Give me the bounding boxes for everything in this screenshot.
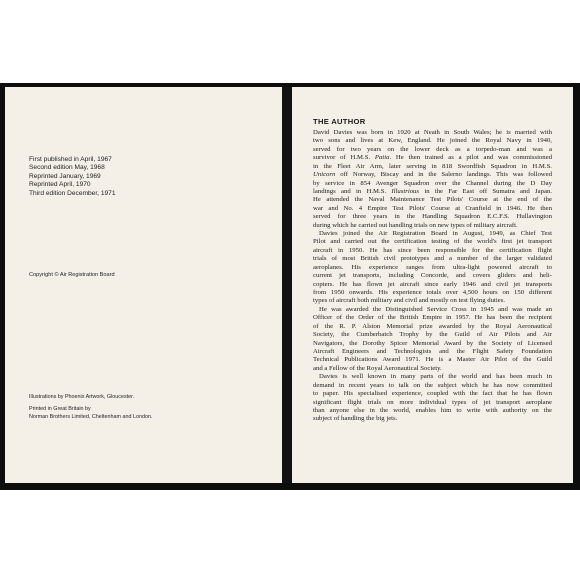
author-biography (313, 129, 552, 424)
book-gutter (282, 87, 292, 483)
edition-line: Second edition May, 1968 (29, 164, 105, 172)
bio-line: served for two years on the lower deck as a torpedo-man and was a (313, 145, 552, 153)
left-page (5, 87, 282, 483)
edition-line: Reprinted January, 1969 (29, 172, 101, 180)
bio-line: Unicorn off Norway, Biscay and in the Salerno landings. This was followed (313, 171, 552, 179)
bio-line: types of aircraft both military and civil and mostly on test flying duties. (313, 297, 506, 305)
bio-line: Pilot and carried out the certification testing of the world's first jet transport (313, 238, 552, 246)
bio-line: trials of most British civil prototypes and a number of the larger validated (313, 255, 552, 263)
bio-line: He attended the Naval Maintenance Test Pilots' Course at the end of the (313, 196, 552, 204)
production-credits (29, 394, 152, 422)
bio-line: Society, the Cumberbatch Trophy by the Guild of Air Pilots and Air (313, 331, 552, 339)
bio-line: war and No. 4 Empire Test Pilots' Course at Cranfield in 1946. He then (313, 204, 552, 212)
bio-line: survivor of H.M.S. Patia. He then trained as a pilot and was commissioned (313, 154, 552, 162)
edition-line: Reprinted April, 1970 (29, 181, 91, 189)
bio-line: Davies is well known in many parts of the world and has been much in (319, 373, 552, 381)
bio-line: served for three years in the Handling Squadron E.C.F.S. Hullavington (313, 213, 552, 221)
bio-line: copters. He has flown jet aircraft since early 1946 and civil jet transports (313, 280, 552, 288)
bio-line: demand in recent years to talk on the subject which he has now committed (313, 381, 552, 389)
copyright-notice: Copyright © Air Registration Board (29, 272, 115, 278)
bio-line: current jet transports, including Concorde, and covers gliders and heli- (313, 272, 552, 280)
edition-line: First published in April, 1967 (29, 156, 112, 163)
bio-line: David Davies was born in 1920 at Neath in South Wales; he is married with (313, 129, 552, 136)
bio-line: Navigators, the Dorothy Spicer Memorial Award by the Society of Licensed (313, 339, 552, 347)
edition-line: Third edition December, 1971 (29, 189, 116, 197)
bio-line: during which he carried out handling trials on new types of military aircraft. (313, 221, 518, 229)
author-heading: THE AUTHOR (313, 117, 366, 126)
bio-line: significant flight trials on more individual types of jet transport aeroplane (313, 398, 552, 406)
bio-line: Aircraft Engineers and Technologists and the Flight Safety Foundation (313, 347, 552, 355)
bio-line: than anyone else in the world, enables him to write with authority on the (313, 406, 552, 414)
bio-line: aeroplanes. His experience ranges from ultra-light powered aircraft to (313, 263, 552, 271)
bio-line: by service in 854 Avenger Squadron over the Channel during the D Day (313, 179, 552, 187)
bio-line: subject of handling the big jets. (313, 415, 398, 423)
publication-history (29, 156, 116, 198)
bio-line: from 1950 onwards. His experience totals over 4,500 hours on 150 different (313, 289, 552, 297)
printer-credit: Printed in Great Britain by (29, 405, 91, 412)
bio-line: and a Fellow of the Royal Aeronautical Society. (313, 364, 442, 372)
illustrations-credit: Illustrations by Phoenix Artwork, Gloucester. (29, 394, 135, 400)
bio-line: He was awarded the Distinguished Service Cross in 1945 and was made an (319, 305, 552, 313)
bio-line: of the R. P. Alston Memorial prize awarded by the Royal Aeronautical (313, 322, 552, 330)
bio-line: landings and in H.M.S. Illustrious in the Far East off Sumatra and Japan. (313, 187, 552, 195)
bio-line: Technical Publications Award 1971. He is a Master Air Pilot of the Guild (313, 356, 552, 364)
bio-line: two sons and lives at Kew, England. He joined the Royal Navy in 1940, (313, 137, 552, 145)
bio-line: in the Fleet Air Arm, later serving in 818 Swordfish Squadron in H.M.S. (313, 162, 552, 170)
bio-line: Officer of the Order of the British Empire in 1957. He has been the recipient (313, 314, 552, 322)
bio-line: to paper. His specialised experience, coupled with the fact that he has flown (313, 390, 552, 398)
printer-credit: Norman Brothers Limited, Cheltenham and London. (29, 413, 153, 420)
bio-line: Davies joined the Air Registration Board in August, 1949, as Chief Test (319, 230, 552, 238)
bio-line: aircraft in 1950. He has since been responsible for the certification flight (313, 246, 552, 254)
